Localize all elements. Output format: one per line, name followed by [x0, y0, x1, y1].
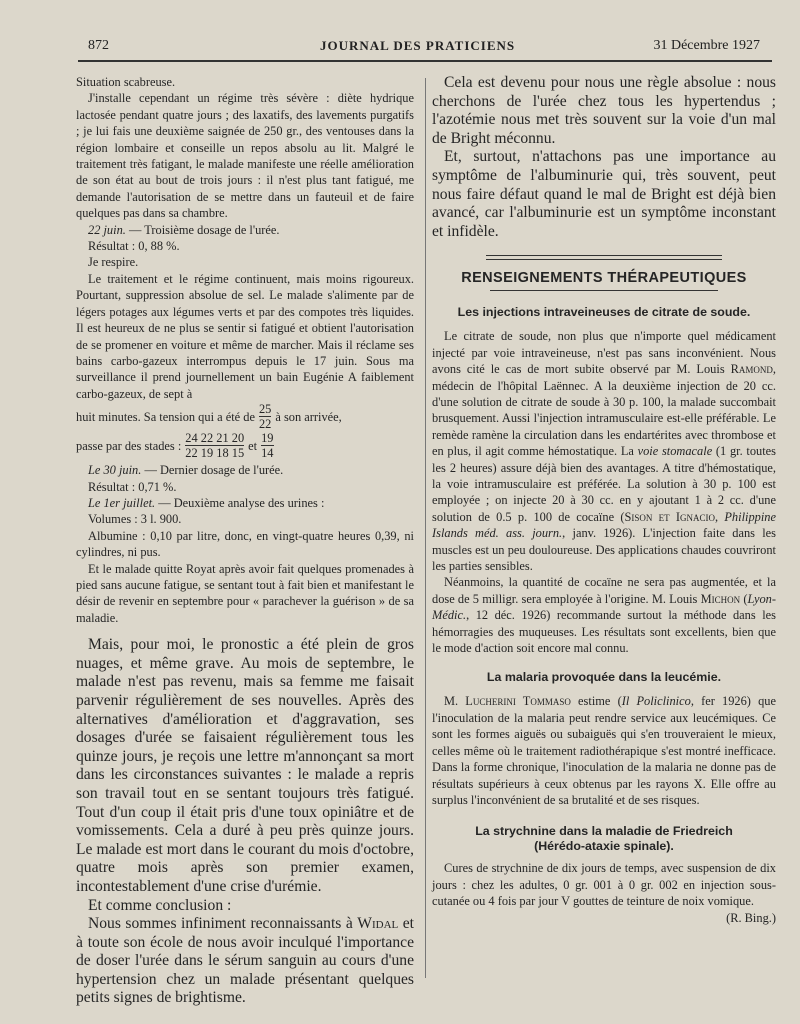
author-name: Sison et Ignacio: [624, 509, 715, 524]
signature: (R. Bing.): [726, 910, 776, 925]
text: huit minutes. Sa tension qui a été de: [76, 409, 255, 424]
article-title-line: La strychnine dans la maladie de Friedreich: [475, 824, 733, 839]
journal-ref: Philippine Islands méd. ass. journ.: [432, 509, 776, 541]
text: — Troisième dosage de l'urée.: [125, 222, 280, 237]
page-number: 872: [88, 38, 109, 53]
paragraph: [432, 328, 776, 574]
text: — Deuxième analyse des urines :: [155, 495, 325, 510]
running-header: [88, 38, 760, 56]
paragraph: Je respire.: [88, 255, 139, 270]
section-title: RENSEIGNEMENTS THÉRAPEUTIQUES: [461, 270, 747, 287]
text: (1 gr. toutes les 2 heures) assure déjà bien des avantages. A titre d'hémostatique, la voie intramusculaire est préférée. La solution à 30 p. 100 est employée ; on injecte 20 à 30 cc. en y ajoutant 1 à 2 cc. d'une solution de 0.5 p. 100 de cocaïne (: [432, 444, 776, 524]
paragraph: Mais, pour moi, le pronostic a été plein de gros nuages, et même grave. Au mois de septembre, le malade n'est pas revenu, mais sa femme me faisait parvenir régulièrement de ses nouvelles. Après des alternatives d'amélioration et d'aggravation, ses dosages d'urée se faisaient régulièrement tous les quinze jours, je reçois une lettre m'annonçant sa mort dans les circonstances suivantes : le malade a repris son travail tout en se sentant toujours très fatigué. Tout d'un coup il était pris d'une toux opiniâtre et de vomissements. Cela a duré à peu près quinze jours. Le malade est mort dans le courant du mois d'octobre, quatre mois après son premier examen, incontestablement d'une crise d'urémie.: [76, 636, 414, 895]
author-name: Ramond: [730, 362, 773, 377]
numerator: 24 22 21 20: [185, 431, 245, 446]
journal-ref: Lyon-Médic.: [432, 591, 776, 623]
denominator: 14: [261, 446, 274, 461]
text: et à toute son école de nous avoir inculqué l'importance de doser l'urée dans le sérum sanguin au cours d'une hypertension chez un malade présentant quelques petits signes de brightisme.: [76, 915, 414, 1007]
date-label: Le 1er juillet.: [88, 495, 156, 510]
text: (: [740, 591, 748, 606]
text: Néanmoins, la quantité de cocaïne ne sera pas augmentée, et la dose de 5 milligr. sera employée à l'origine. M. Louis: [432, 575, 776, 606]
paragraph: Résultat : 0, 88 %.: [88, 239, 180, 254]
numerator: 25: [258, 402, 272, 417]
paragraph: Albumine : 0,10 par litre, donc, en vingt-quatre heures 0,39, ni cylindres, ni pus.: [76, 528, 414, 560]
paragraph: Situation scabreuse.: [76, 75, 176, 89]
fraction: [185, 431, 244, 460]
text: , 12 déc. 1926) recommande surtout la méthode dans les hémorragies des muqueuses. Les résultats sont excellents, bien que le mode d'action soit encore mal connu.: [432, 608, 776, 656]
paragraph: Et comme conclusion :: [88, 896, 232, 914]
emphasis: voie stomacale: [637, 444, 713, 459]
tension-line: [76, 402, 414, 431]
paragraph: Volumes : 3 l. 900.: [88, 512, 182, 527]
column-divider: [425, 78, 426, 978]
text: et: [248, 438, 258, 453]
fraction: [259, 402, 271, 431]
text: , médecin de l'hôpital Laënnec. A la deuxième injection de 20 cc. d'une solution de citrate de soude à 30 p. 100, la malade succombait brusquement. Aussi l'injection intramusculaire est-elle préférable. Le remède ramène la circulation dans les endartérites avec thrombose et en plus, il agit comme hémostatique. La: [432, 362, 776, 459]
paragraph: Cela est devenu pour nous une règle absolue : nous cherchons de l'urée chez tous les hypertendus ; l'azotémie nous met très souvent sur la voie d'un mal de Bright méconnu.: [432, 74, 776, 147]
article-title: La malaria provoquée dans la leucémie.: [486, 670, 722, 685]
text: passe par des stades :: [76, 438, 182, 453]
paragraph: [432, 574, 776, 656]
paragraph: [432, 693, 776, 808]
article-title: Les injections intraveineuses de citrate de soude.: [457, 305, 751, 320]
journal-title: JOURNAL DES PRATICIENS: [320, 38, 516, 53]
numerator: 19: [261, 431, 274, 446]
paragraph: [76, 495, 414, 511]
paragraph: Cures de strychnine de dix jours de temps, avec suspension de dix jours : chez les adultes, 0 gr. 001 à 0 gr. 002 en injection sous-cutanée ou 4 fois par jour V gouttes de teinture de noix vomique.: [432, 861, 776, 909]
date-label: Le 30 juin.: [88, 463, 142, 478]
fraction: [261, 431, 273, 460]
left-column: [76, 74, 414, 1008]
text: estime (: [570, 694, 622, 709]
text: ,: [715, 509, 725, 524]
double-rule: [486, 255, 722, 260]
paragraph: Le traitement et le régime continuent, mais moins rigoureux. Pourtant, suppression absolue de sel. Le malade s'alimente par de légers potages aux légumes verts et par des compotes très liquides. Il est heureux de ne plus se sentir si fatigué et obtient l'autorisation de se promener en voiture et même de marcher. Mais il réclame ses bains carbo-gazeux interrompus depuis le 17 juin. Sous ma surveillance il prend journellement un bain Eugénie A faiblement carbo-gazeux, de sept à: [76, 271, 414, 401]
section-rule: [490, 290, 718, 291]
paragraph: [76, 222, 414, 238]
article-title: [432, 824, 776, 854]
text: Le citrate de soude, non plus que n'importe quel médicament injecté par voie intraveineuse, n'est pas sans inconvénient. Nous avons cité le cas de mort subite observé par M. Louis: [432, 329, 776, 377]
text: M.: [444, 694, 466, 709]
paragraph: Et, surtout, n'attachons pas une importance au symptôme de l'albuminurie qui, très souvent, peut nous faire défaut quand le mal de Bright est déjà bien avancé, car l'albuminurie est un symptôme inconstant et infidèle.: [432, 148, 776, 240]
paragraph: Et le malade quitte Royat après avoir fait quelques promenades à pied sans aucune fatigue, se sentant tout à fait bien et manifestant le désir de revenir en septembre pour « parachever la guérison » de sa maladie.: [76, 561, 414, 625]
text: à son arrivée,: [275, 409, 342, 424]
author-name: Lucherini Tommaso: [465, 694, 571, 709]
paragraph: [76, 462, 414, 478]
header-rule: [78, 60, 772, 62]
author-name: Michon: [700, 591, 741, 606]
paragraph: J'installe cependant un régime très sévère : diète hydrique lactosée pendant quatre jours ; des laxatifs, des lavements purgatifs ; je lui fais une deuxième saignée de 250 gr., des ventouses dans la région lombaire et conseille un repos absolu au lit. Malgré le traitement très fatigant, le malade manifeste une réelle amélioration de son état au bout de trois jours : il n'est plus tant fatigué, me demande l'autorisation de se mettre dans un fauteuil et de faire quelques pas dans sa chambre.: [76, 91, 414, 221]
date-label: 22 juin.: [88, 222, 126, 237]
paragraph: [76, 915, 414, 1008]
right-column: [432, 74, 776, 926]
text: — Dernier dosage de l'urée.: [141, 463, 284, 478]
denominator: 22: [258, 417, 272, 432]
issue-date: 31 Décembre 1927: [653, 38, 760, 53]
text: , fer 1926) que l'inoculation de la malaria peut rendre service aux leucémiques. Ce sont les formes aiguës ou subaiguës qui s'en trouveraient le mieux, celles même où le traitement radiothérapique s'est montré inefficace. Dans la forme chronique, l'inoculation de la malaria ne donne pas de résultats supérieurs à ceux obtenus par les rayons X. Elle offre au surplus l'inconvénient de sa brutalité et de ses risques.: [432, 694, 776, 807]
author-name: Widal: [357, 915, 399, 933]
stages-line: [76, 431, 414, 460]
journal-ref: Il Policlinico: [621, 694, 691, 709]
denominator: 22 19 18 15: [185, 446, 245, 461]
article-subtitle: (Hérédo-ataxie spinale).: [534, 839, 674, 854]
text: , janv. 1926). L'injection faite dans les muscles est un peu douloureuse. Des applications chaudes couvriront les parties sensibles.: [432, 526, 776, 574]
text: Nous sommes infiniment reconnaissants à: [88, 915, 358, 933]
paragraph: Résultat : 0,71 %.: [88, 479, 177, 494]
